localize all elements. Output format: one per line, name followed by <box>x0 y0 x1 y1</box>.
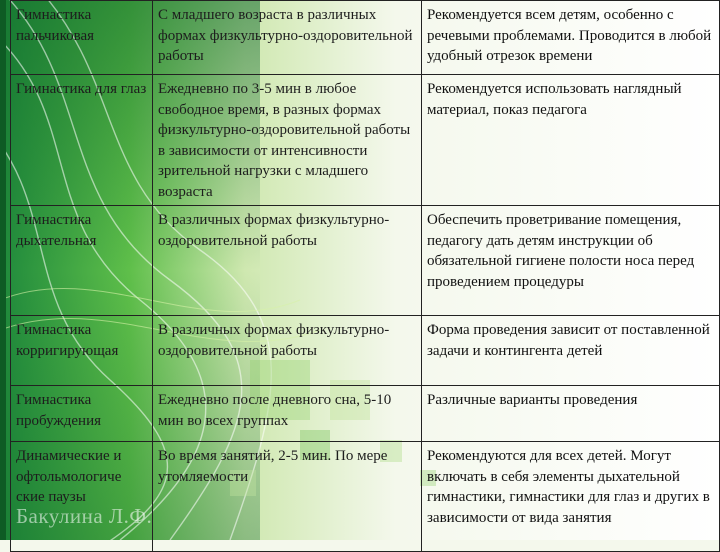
recommendation-cell: Форма проведения зависит от поставленной задачи и контингента детей <box>422 316 720 386</box>
recommendation-cell: Обеспечить проветривание помещения, педагогу дать детям инструкции об обязательной гигиене полости носа перед проведением процедуры <box>422 206 720 316</box>
gymnastics-type-cell: Гимнастика дыхательная <box>11 206 153 316</box>
recommendation-cell: Рекомендуется использовать наглядный материал, показ педагога <box>422 75 720 206</box>
time-and-form-cell: Ежедневно по 3-5 мин в любое свободное время, в разных формах физкультурно-оздоровительной работы в зависимости от интенсивности зрительной нагрузки с младшего возраста <box>153 75 422 206</box>
time-and-form-cell: Во время занятий, 2-5 мин. По мере утомляемости <box>153 442 422 552</box>
time-and-form-cell: С младшего возраста в различных формах физкультурно-оздоровительной работы <box>153 1 422 75</box>
table-row <box>11 206 720 316</box>
table-row <box>11 316 720 386</box>
gymnastics-type-cell: Гимнастика корригирующая <box>11 316 153 386</box>
table-row <box>11 442 720 552</box>
time-and-form-cell: Ежедневно после дневного сна, 5-10 мин во всех группах <box>153 386 422 442</box>
time-and-form-cell: В различных формах физкультурно-оздоровительной работы <box>153 206 422 316</box>
gymnastics-type-cell: Гимнастика пальчиковая <box>11 1 153 75</box>
recommendation-cell: Рекомендуются для всех детей. Могут включать в себя элементы дыхательной гимнастики, гимнастики для глаз и других в зависимости от вида занятия <box>422 442 720 552</box>
author-watermark: Бакулина Л.Ф. <box>16 504 153 528</box>
gymnastics-type-cell: Гимнастика для глаз <box>11 75 153 206</box>
table-row <box>11 75 720 206</box>
gymnastics-table <box>10 0 720 552</box>
gymnastics-type-cell: Динамические и офтольмологиче ские паузы <box>11 442 153 552</box>
gymnastics-type-cell: Гимнастика пробуждения <box>11 386 153 442</box>
recommendation-cell: Различные варианты проведения <box>422 386 720 442</box>
recommendation-cell: Рекомендуется всем детям, особенно с речевыми проблемами. Проводится в любой удобный отрезок времени <box>422 1 720 75</box>
time-and-form-cell: В различных формах физкультурно-оздоровительной работы <box>153 316 422 386</box>
table-row <box>11 1 720 75</box>
table-row <box>11 386 720 442</box>
